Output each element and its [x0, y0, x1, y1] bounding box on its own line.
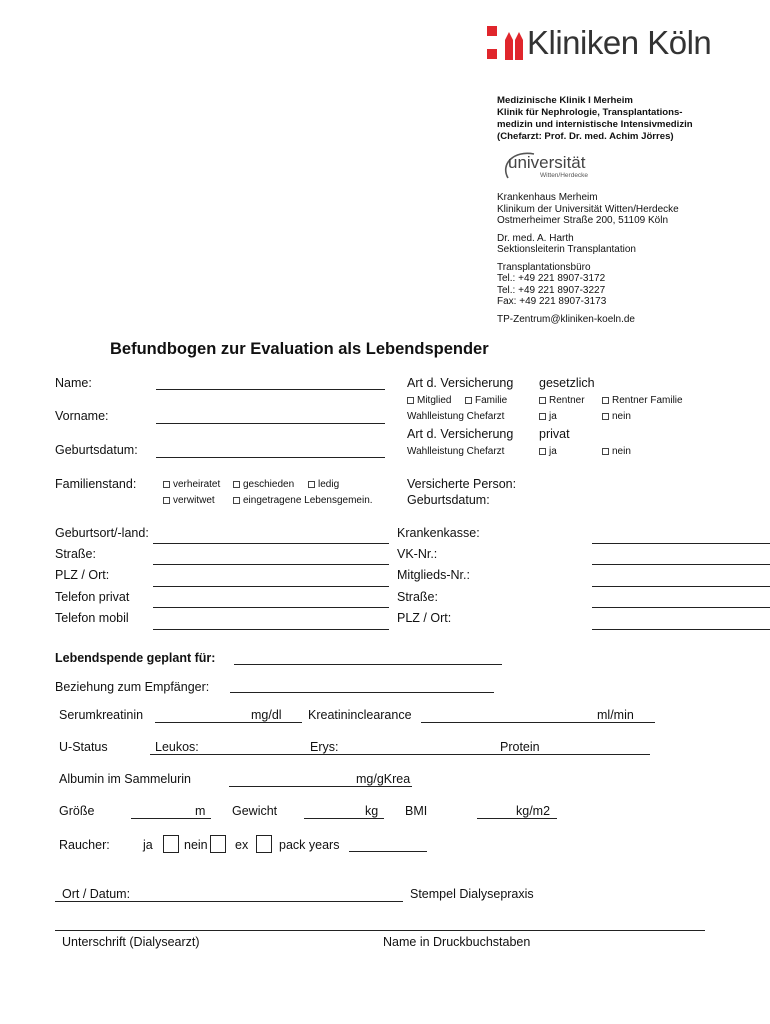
gesetzlich-label: gesetzlich [539, 376, 595, 390]
strasse-label: Straße: [55, 547, 96, 561]
option-nein-2[interactable]: nein [602, 446, 631, 457]
kreatininclearance-label: Kreatininclearance [308, 708, 412, 722]
address-line: Fax: +49 221 8907-3173 [497, 296, 607, 307]
checkbox-icon[interactable] [233, 497, 240, 504]
m-unit: m [195, 804, 206, 818]
mg-gkrea-unit: mg/gKrea [356, 772, 411, 786]
address-line: Tel.: +49 221 8907-3172 [497, 273, 606, 284]
familienstand-label: Familienstand: [55, 477, 137, 491]
plz2-label: PLZ / Ort: [397, 611, 452, 625]
university-logo [500, 150, 600, 182]
plz-label: PLZ / Ort: [55, 568, 110, 582]
strasse2-field[interactable] [592, 607, 770, 608]
cathedral-icon [487, 26, 527, 64]
lebendspende-label: Lebendspende geplant für: [55, 651, 216, 665]
plz-field[interactable] [153, 586, 389, 587]
option-mitglied[interactable]: Mitglied [407, 395, 451, 406]
option-geschieden[interactable]: geschieden [233, 479, 294, 490]
beziehung-field[interactable] [230, 692, 494, 693]
option-verwitwet[interactable]: verwitwet [163, 495, 215, 506]
serumkreatinin-label: Serumkreatinin [59, 708, 144, 722]
strasse-field[interactable] [153, 564, 389, 565]
logo-text: Kliniken Köln [527, 24, 712, 61]
erys-label: Erys: [310, 740, 339, 754]
checkbox-icon[interactable] [308, 481, 315, 488]
krankenkasse-field[interactable] [592, 543, 770, 544]
wahlleistung-label-2: Wahlleistung Chefarzt [407, 446, 505, 457]
kg-unit: kg [365, 804, 379, 818]
u-status-label: U-Status [59, 740, 108, 754]
geburtsdatum-field[interactable] [156, 457, 385, 458]
checkbox-icon[interactable] [407, 397, 414, 404]
raucher-nein-checkbox[interactable] [210, 835, 226, 853]
ort-datum-field[interactable] [55, 901, 403, 902]
checkbox-icon[interactable] [602, 397, 609, 404]
name-druck-label: Name in Druckbuchstaben [383, 935, 531, 949]
art-versicherung-label: Art d. Versicherung [407, 376, 514, 390]
geburtsort-field[interactable] [153, 543, 389, 544]
albumin-label: Albumin im Sammelurin [59, 772, 191, 786]
checkbox-icon[interactable] [163, 481, 170, 488]
gewicht-label: Gewicht [232, 804, 278, 818]
address-line: Dr. med. A. Harth [497, 232, 574, 244]
checkbox-icon[interactable] [465, 397, 472, 404]
strasse2-label: Straße: [397, 590, 438, 604]
groesse-field[interactable] [131, 818, 211, 819]
mg-dl-unit: mg/dl [251, 708, 282, 722]
name-label: Name: [55, 376, 92, 390]
checkbox-icon[interactable] [163, 497, 170, 504]
option-verheiratet[interactable]: verheiratet [163, 479, 220, 490]
pack-years-field[interactable] [349, 851, 427, 852]
raucher-label: Raucher: [59, 838, 110, 852]
vk-nr-field[interactable] [592, 564, 770, 565]
option-ledig[interactable]: ledig [308, 479, 339, 490]
raucher-ex-checkbox[interactable] [256, 835, 272, 853]
albumin-field[interactable] [229, 786, 412, 787]
mitglieds-nr-field[interactable] [592, 586, 770, 587]
geburtsort-label: Geburtsort/-land: [55, 526, 149, 540]
tel-mobil-field[interactable] [153, 629, 389, 630]
kg-m2-unit: kg/m2 [516, 804, 551, 818]
plz2-field[interactable] [592, 629, 770, 630]
unterschrift-label: Unterschrift (Dialysearzt) [62, 935, 200, 949]
name-field[interactable] [156, 389, 385, 390]
option-ja-2[interactable]: ja [539, 446, 557, 457]
tel-privat-field[interactable] [153, 607, 389, 608]
vk-nr-label: VK-Nr.: [397, 547, 438, 561]
option-nein[interactable]: nein [602, 411, 631, 422]
address-line: Krankenhaus Merheim [497, 192, 598, 203]
serumkreatinin-field[interactable] [155, 722, 302, 723]
raucher-ja-label: ja [143, 838, 153, 852]
tel-mobil-label: Telefon mobil [55, 611, 129, 625]
option-familie[interactable]: Familie [465, 395, 507, 406]
checkbox-icon[interactable] [539, 448, 546, 455]
versicherte-geburtsdatum-label: Geburtsdatum: [407, 493, 490, 507]
option-ja[interactable]: ja [539, 411, 557, 422]
address-line: Klinikum der Universität Witten/Herdecke [497, 203, 679, 215]
address-block [497, 192, 679, 325]
raucher-ex-label: ex [235, 838, 249, 852]
ml-min-unit: ml/min [597, 708, 634, 722]
bmi-field[interactable] [477, 818, 557, 819]
ort-datum-label: Ort / Datum: [62, 887, 131, 901]
versicherte-person-label: Versicherte Person: [407, 477, 517, 491]
clinic-header [497, 95, 693, 143]
address-line: Sektionsleiterin Transplantation [497, 244, 636, 255]
university-sub: Witten/Herdecke [540, 172, 589, 179]
mitglieds-nr-label: Mitglieds-Nr.: [397, 568, 470, 582]
privat-label: privat [539, 427, 570, 441]
university-name: universität [508, 153, 586, 172]
clinic-line: (Chefarzt: Prof. Dr. med. Achim Jörres) [497, 131, 674, 142]
vorname-field[interactable] [156, 423, 385, 424]
lebendspende-field[interactable] [234, 664, 502, 665]
groesse-label: Größe [59, 804, 95, 818]
bmi-label: BMI [405, 804, 428, 818]
wahlleistung-label: Wahlleistung Chefarzt [407, 411, 505, 422]
tel-privat-label: Telefon privat [55, 590, 130, 604]
option-rentner-familie[interactable]: Rentner Familie [602, 395, 683, 406]
raucher-ja-checkbox[interactable] [163, 835, 179, 853]
gewicht-field[interactable] [304, 818, 384, 819]
clinic-line: Medizinische Klinik I Merheim [497, 95, 633, 106]
address-line: Transplantationsbüro [497, 261, 591, 273]
checkbox-icon[interactable] [539, 397, 546, 404]
kreatininclearance-field[interactable] [421, 722, 655, 723]
geburtsdatum-label: Geburtsdatum: [55, 443, 138, 457]
protein-label: Protein [500, 740, 540, 754]
option-rentner[interactable]: Rentner [539, 395, 585, 406]
art-versicherung-label-2: Art d. Versicherung [407, 427, 514, 441]
vorname-label: Vorname: [55, 409, 109, 423]
u-status-field[interactable] [150, 754, 650, 755]
beziehung-label: Beziehung zum Empfänger: [55, 680, 210, 694]
leukos-label: Leukos: [155, 740, 199, 754]
clinic-line: medizin und internistische Intensivmedizin [497, 119, 693, 130]
raucher-nein-label: nein [184, 838, 208, 852]
checkbox-icon[interactable] [602, 448, 609, 455]
krankenkasse-label: Krankenkasse: [397, 526, 480, 540]
unterschrift-field[interactable] [55, 930, 705, 931]
clinic-line: Klinik für Nephrologie, Transplantations- [497, 107, 683, 118]
checkbox-icon[interactable] [233, 481, 240, 488]
page-title: Befundbogen zur Evaluation als Lebendspender [110, 340, 489, 358]
address-line: Tel.: +49 221 8907-3227 [497, 284, 606, 296]
checkbox-icon[interactable] [539, 413, 546, 420]
checkbox-icon[interactable] [602, 413, 609, 420]
option-eingetragene[interactable]: eingetragene Lebensgemein. [233, 495, 373, 506]
stempel-label: Stempel Dialysepraxis [410, 887, 534, 901]
email-link[interactable]: TP-Zentrum@kliniken-koeln.de [497, 313, 635, 325]
address-line: Ostmerheimer Straße 200, 51109 Köln [497, 215, 669, 226]
pack-years-label: pack years [279, 838, 340, 852]
